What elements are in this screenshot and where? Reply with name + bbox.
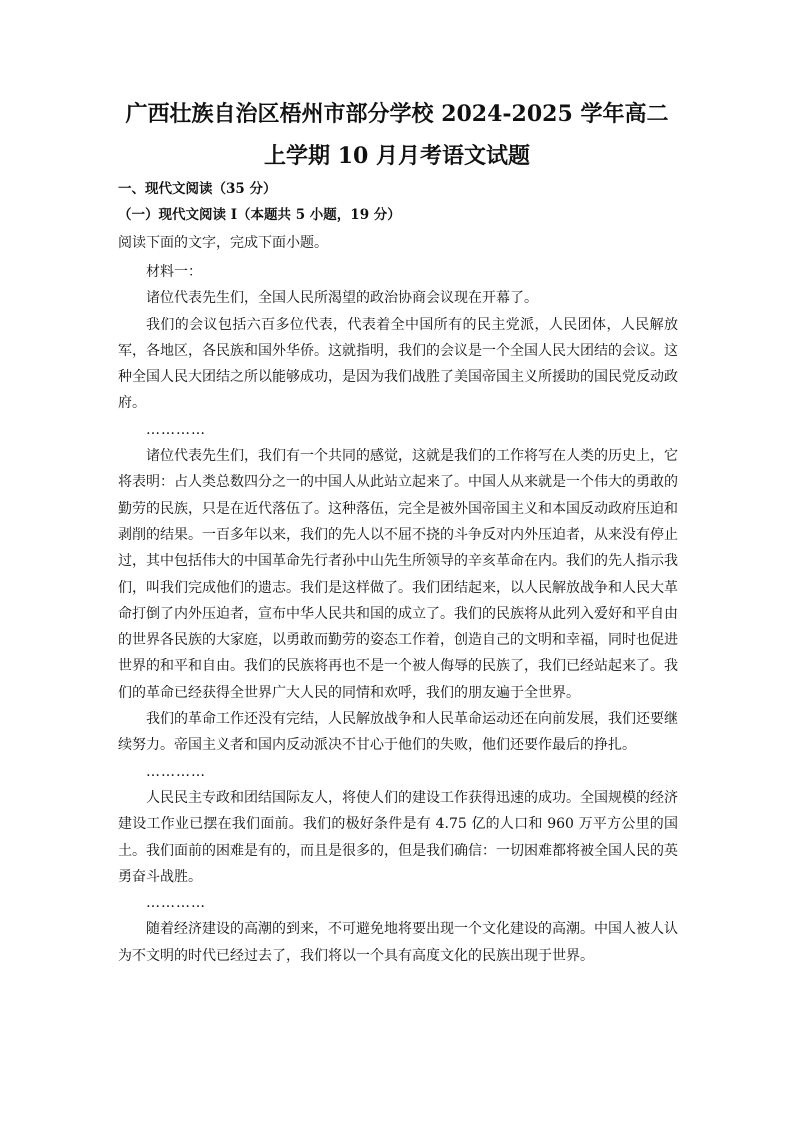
- material-label: 材料一：: [146, 264, 202, 280]
- passage-paragraph: 我们的会议包括六百多位代表，代表着全中国所有的民主党派，人民团体，人民解放军，各地区，各民族和国外华侨。这就指明，我们的会议是一个全国人民大团结的会议。这种全国人民大团结之所以能够成功，是因为我们战胜了美国帝国主义所援助的国民党反动政府。: [118, 316, 678, 412]
- section-heading: 一、现代文阅读（35 分）: [118, 181, 277, 197]
- passage-paragraph: 诸位代表先生们，全国人民所渴望的政治协商会议现在开幕了。: [146, 290, 538, 307]
- reading-instruction: 阅读下面的文字，完成下面小题。: [118, 235, 328, 251]
- exam-title-line-1: 广西壮族自治区梧州市部分学校 2024-2025 学年高二: [125, 101, 669, 127]
- passage-paragraph: 人民民主专政和团结国际友人，将使人们的建设工作获得迅速的成功。全国规模的经济建设工作业已摆在我们面前。我们的极好条件是有 4.75 亿的人口和 960 万平方公里的国土。我们面前的困难是有的，而且是很多的，但是我们确信：一切困难都将被全国人民的英勇奋斗战胜。: [118, 789, 678, 885]
- ellipsis-separator: …………: [146, 895, 206, 912]
- passage-paragraph: 随着经济建设的高潮的到来，不可避免地将要出现一个文化建设的高潮。中国人被人认为不文明的时代已经过去了，我们将以一个具有高度文化的民族出现于世界。: [118, 921, 678, 964]
- ellipsis-separator: …………: [146, 421, 206, 438]
- ellipsis-separator: …………: [146, 763, 206, 780]
- passage-paragraph: 我们的革命工作还没有完结，人民解放战争和人民革命运动还在向前发展，我们还要继续努力。帝国主义者和国内反动派决不甘心于他们的失败，他们还要作最后的挣扎。: [118, 711, 678, 754]
- exam-title-line-2: 上学期 10 月月考语文试题: [264, 143, 530, 169]
- reading-passage: [118, 259, 678, 969]
- subsection-heading: （一）现代文阅读 I（本题共 5 小题，19 分）: [118, 207, 401, 223]
- passage-paragraph: 诸位代表先生们，我们有一个共同的感觉，这就是我们的工作将写在人类的历史上，它将表明：占人类总数四分之一的中国人从此站立起来了。中国人从来就是一个伟大的勇敢的勤劳的民族，只是在近代落伍了。这种落伍，完全是被外国帝国主义和本国反动政府压迫和剥削的结果。一百多年以来，我们的先人以不屈不挠的斗争反对内外压迫者，从来没有停止过，其中包括伟大的中国革命先行者孙中山先生所领导的辛亥革命在内。我们的先人指示我们，叫我们完成他们的遗志。我们是这样做了。我们团结起来，以人民解放战争和人民大革命打倒了内外压迫者，宣布中华人民共和国的成立了。我们的民族将从此列入爱好和平自由的世界各民族的大家庭，以勇敢而勤劳的姿态工作着，创造自己的文明和幸福，同时也促进世界的和平和自由。我们的民族将再也不是一个被人侮辱的民族了，我们已经站起来了。我们的革命已经获得全世界广大人民的同情和欢呼，我们的朋友遍于全世界。: [118, 448, 678, 701]
